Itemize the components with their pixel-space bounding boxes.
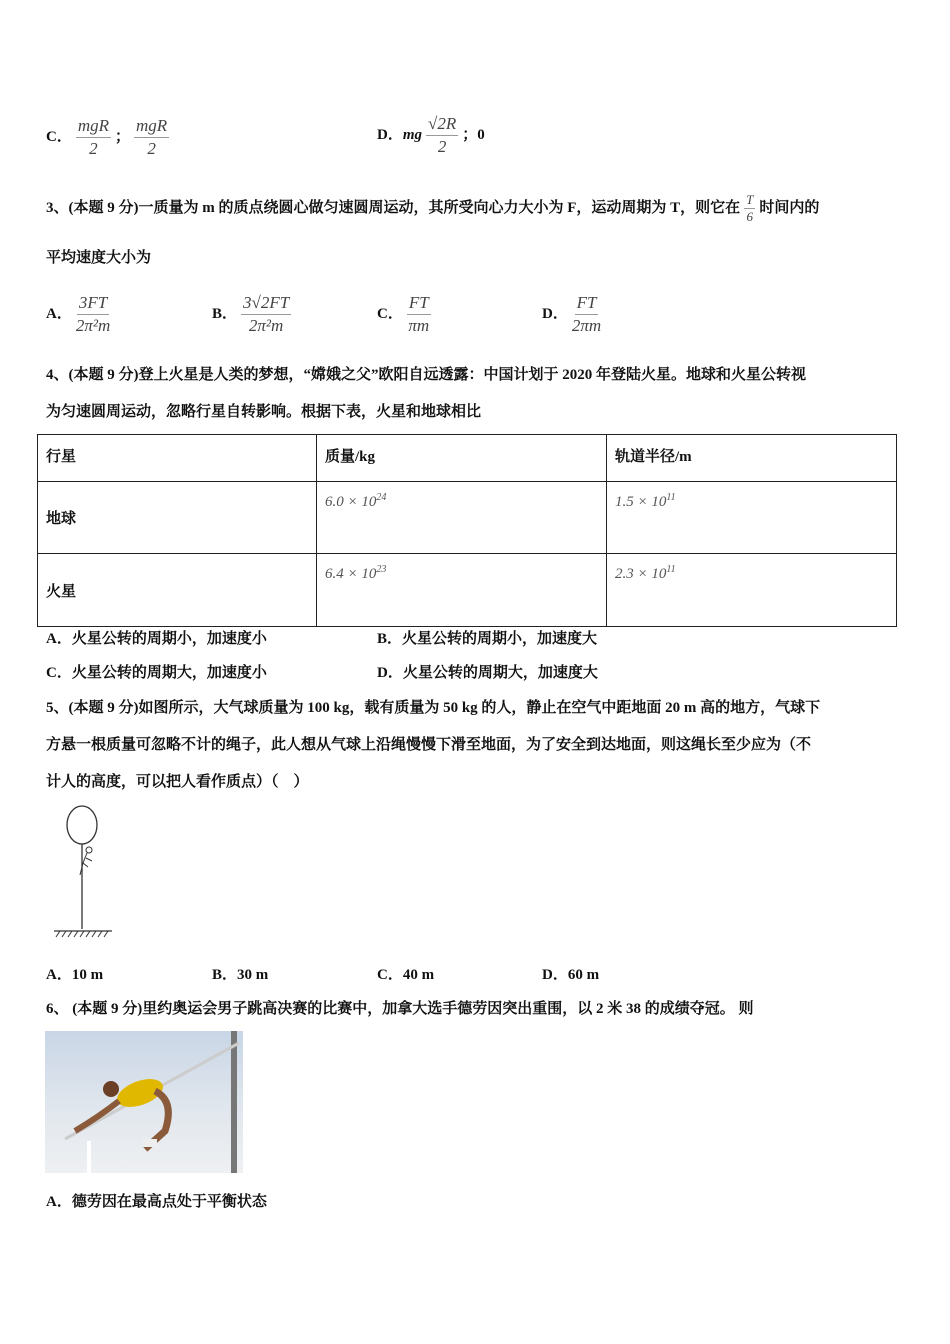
table-header-row (38, 435, 897, 482)
q5-text: 计人的高度，可以把人看作质点）（ ） (46, 774, 309, 790)
option-label: D． (377, 127, 403, 143)
value: 1.5 × 10 (615, 494, 667, 510)
option-label: D． (542, 306, 568, 322)
radius-cell (607, 482, 897, 554)
header-cell: 质量/kg (317, 435, 607, 482)
numerator: 3√2FT (241, 292, 291, 315)
fraction (426, 113, 458, 158)
planet-cell: 火星 (38, 554, 317, 627)
numerator: mgR (134, 115, 169, 138)
q5-option-a: A．10 m (46, 967, 104, 983)
q4-option-b: B．火星公转的周期小，加速度大 (377, 631, 598, 647)
planet-cell: 地球 (38, 482, 317, 554)
math-mg: mg (402, 127, 423, 143)
fraction (241, 292, 291, 337)
numerator: mgR (76, 115, 111, 138)
q6-option-a: A．德劳因在最高点处于平衡状态 (46, 1194, 267, 1210)
header-cell: 行星 (38, 435, 317, 482)
planet-table (37, 434, 897, 627)
option-label: C． (377, 306, 403, 322)
q3-option-c (377, 288, 435, 340)
q2-option-d (377, 105, 485, 165)
exponent: 23 (376, 564, 387, 575)
high-jump-photo (45, 1031, 243, 1173)
q6-text: 6、 (本题 9 分)里约奥运会男子跳高决赛的比赛中，加拿大选手德劳因突出重围，以 2 米 38 的成绩夺冠。 则 (46, 1001, 754, 1017)
q3-option-a (46, 288, 114, 340)
q4-option-a: A．火星公转的周期小，加速度小 (46, 631, 267, 647)
denominator: 2 (437, 136, 447, 156)
fraction (744, 192, 755, 225)
fraction (407, 292, 431, 337)
exponent: 11 (666, 564, 676, 575)
fraction (76, 115, 111, 160)
fraction (76, 292, 110, 337)
q3-option-d (542, 288, 605, 340)
denominator: 6 (746, 208, 754, 224)
q5-text: 方悬一根质量可忽略不计的绳子，此人想从气球上沿绳慢慢下滑至地面，为了安全到达地面，则这绳长至少应为（不 (46, 737, 812, 753)
q2-option-c (46, 112, 173, 162)
option-label: C． (46, 129, 72, 145)
option-tail: ；0 (462, 127, 485, 143)
q5-option-d: D．60 m (542, 967, 600, 983)
q5-text: 5、(本题 9 分)如图所示，大气球质量为 100 kg，载有质量为 50 kg 的人，静止在空气中距地面 20 m 高的地方，气球下 (46, 700, 821, 716)
numerator: 3FT (77, 292, 109, 315)
denominator: 2 (89, 138, 98, 158)
q4-text: 4、(本题 9 分)登上火星是人类的梦想，“嫦娥之父”欧阳自远透露：中国计划于 2020 年登陆火星。地球和火星公转视 (46, 367, 806, 383)
separator: ； (115, 129, 131, 145)
exponent: 24 (376, 492, 387, 503)
q4-option-d: D．火星公转的周期大，加速度大 (377, 665, 598, 681)
q3-text: 时间内的 (759, 200, 820, 216)
q4-text: 为匀速圆周运动，忽略行星自转影响。根据下表，火星和地球相比 (46, 404, 482, 420)
table-row (38, 554, 897, 627)
q4-option-c: C．火星公转的周期大，加速度小 (46, 665, 267, 681)
q5-option-b: B．30 m (212, 967, 269, 983)
denominator: πm (408, 315, 430, 335)
option-label: A． (46, 306, 72, 322)
denominator: 2πm (571, 315, 602, 335)
header-cell: 轨道半径/m (607, 435, 897, 482)
exponent: 11 (666, 492, 676, 503)
q3-text: 3、(本题 9 分)一质量为 m 的质点绕圆心做匀速圆周运动，其所受向心力大小为 F，运动周期为 T，则它在 (46, 200, 741, 216)
fraction (572, 292, 601, 337)
q3-text: 平均速度大小为 (46, 250, 152, 266)
mass-cell (317, 554, 607, 627)
table-row (38, 482, 897, 554)
numerator: T (746, 191, 754, 207)
numerator: FT (575, 292, 599, 315)
q3-stem (46, 186, 819, 230)
denominator: 2π²m (75, 315, 111, 335)
denominator: 2 (147, 138, 156, 158)
option-label: B． (212, 306, 238, 322)
fraction (134, 115, 169, 160)
denominator: 2π²m (248, 315, 284, 335)
value: 6.4 × 10 (325, 566, 377, 582)
mass-cell (317, 482, 607, 554)
q5-option-c: C．40 m (377, 967, 435, 983)
q3-option-b (212, 288, 295, 340)
balloon-diagram (50, 803, 116, 939)
value: 2.3 × 10 (615, 566, 667, 582)
numerator: √2R (426, 113, 458, 136)
value: 6.0 × 10 (325, 494, 377, 510)
numerator: FT (407, 292, 431, 315)
radius-cell (607, 554, 897, 627)
